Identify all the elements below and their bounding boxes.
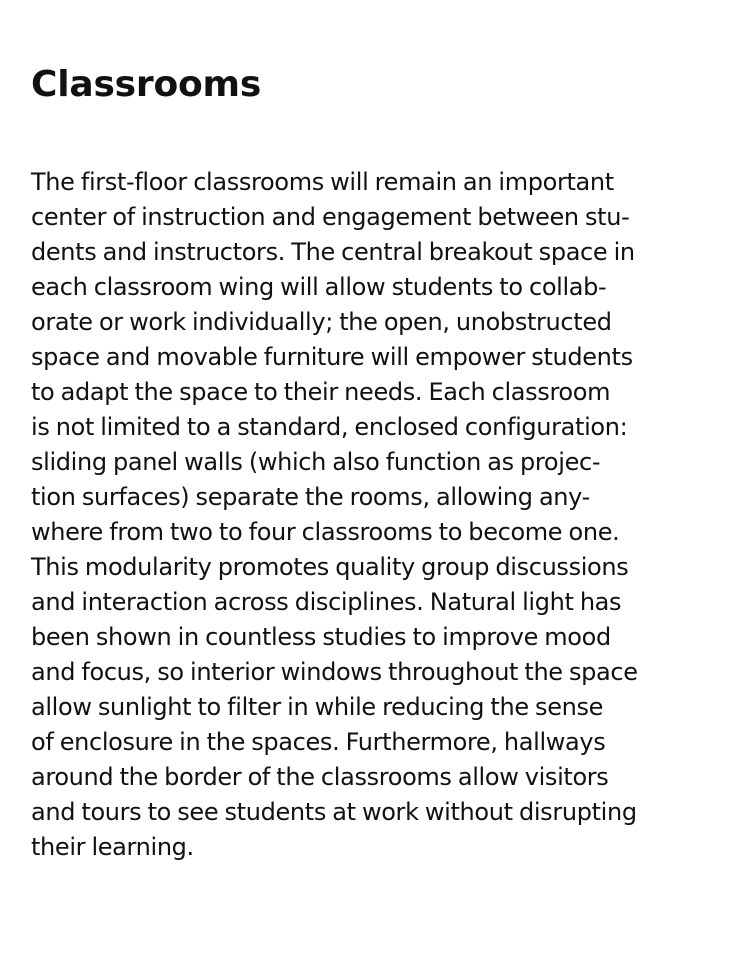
- paragraph-line: and interaction across disciplines. Natural light has: [31, 588, 622, 616]
- paragraph-line: allow sunlight to filter in while reducing the sense: [31, 693, 604, 721]
- section-heading: Classrooms: [31, 64, 262, 105]
- paragraph-line: sliding panel walls (which also function as projec-: [31, 448, 601, 476]
- paragraph-line: center of instruction and engagement between stu-: [31, 203, 630, 231]
- paragraph-line: been shown in countless studies to improve mood: [31, 623, 611, 651]
- paragraph-line: each classroom wing will allow students to collab-: [31, 273, 607, 301]
- paragraph-line: This modularity promotes quality group discussions: [31, 553, 629, 581]
- paragraph-line: The first-floor classrooms will remain an important: [31, 168, 614, 196]
- paragraph-line: dents and instructors. The central breakout space in: [31, 238, 635, 266]
- paragraph-line: of enclosure in the spaces. Furthermore, hallways: [31, 728, 606, 756]
- paragraph-line: their learning.: [31, 833, 194, 861]
- paragraph-line: where from two to four classrooms to become one.: [31, 518, 620, 546]
- paragraph-line: is not limited to a standard, enclosed configuration:: [31, 413, 628, 441]
- paragraph-line: and focus, so interior windows throughout the space: [31, 658, 638, 686]
- paragraph-line: space and movable furniture will empower students: [31, 343, 633, 371]
- paragraph-line: around the border of the classrooms allow visitors: [31, 763, 609, 791]
- paragraph-line: and tours to see students at work without disrupting: [31, 798, 637, 826]
- body-paragraph: [31, 165, 638, 865]
- paragraph-line: to adapt the space to their needs. Each classroom: [31, 378, 611, 406]
- paragraph-line: tion surfaces) separate the rooms, allowing any-: [31, 483, 590, 511]
- paragraph-line: orate or work individually; the open, unobstructed: [31, 308, 612, 336]
